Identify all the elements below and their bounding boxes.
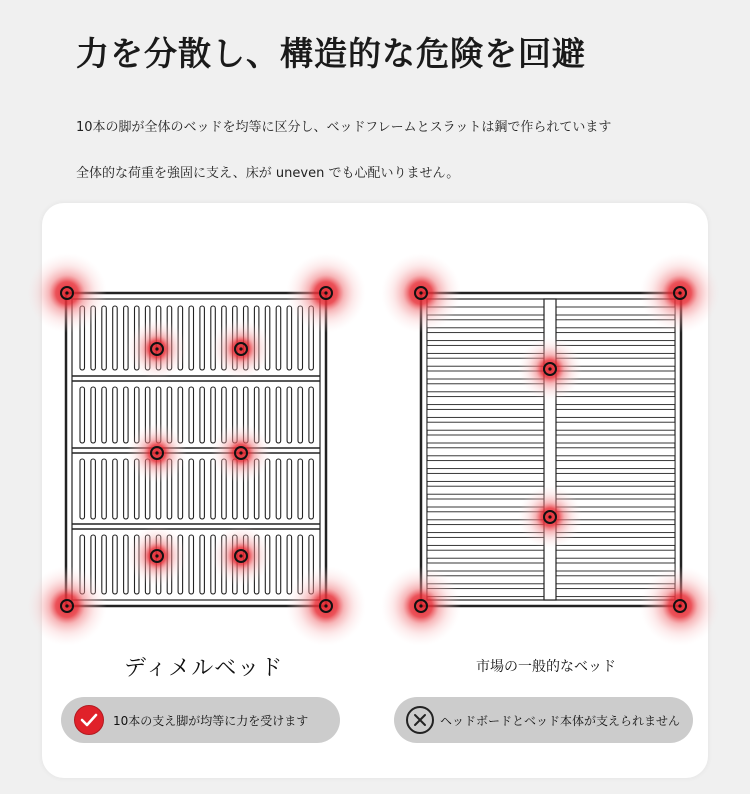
left-feature-text: 10本の支え脚が均等に力を受けます <box>113 714 309 728</box>
bed-slat <box>556 563 675 571</box>
support-point-icon <box>286 253 366 333</box>
right-bed-label: 市場の一般的なベッド <box>476 659 616 675</box>
description-line-2: 全体的な荷重を強固に支え、床が uneven でも心配いりません。 <box>76 166 460 181</box>
support-point-icon <box>286 566 366 646</box>
bed-slat <box>556 550 675 558</box>
bed-slat <box>556 537 675 545</box>
support-point-icon <box>211 423 271 483</box>
bed-slat <box>427 448 544 456</box>
bed-slat <box>427 435 544 443</box>
left-bed-label: ディメルベッド <box>124 656 284 681</box>
bed-slat <box>556 473 675 481</box>
support-point-icon <box>127 526 187 586</box>
left-bed-frame <box>66 293 326 606</box>
support-point-icon <box>127 319 187 379</box>
support-point-icon <box>640 253 720 333</box>
bed-slat <box>556 422 675 430</box>
bed-slat <box>556 486 675 494</box>
check-icon <box>74 705 104 735</box>
bed-slat <box>556 435 675 443</box>
bed-slat <box>556 448 675 456</box>
description-line-1: 10本の脚が全体のベッドを均等に区分し、ベッドフレームとスラットは鋼で作られています <box>76 120 612 135</box>
bed-slat <box>427 409 544 417</box>
support-point-icon <box>27 566 107 646</box>
left-feature-pill <box>61 697 340 743</box>
bed-slat <box>556 409 675 417</box>
support-point-icon <box>27 253 107 333</box>
support-point-icon <box>381 253 461 333</box>
cross-icon <box>406 706 434 734</box>
bed-slat <box>556 333 675 341</box>
bed-slat <box>556 397 675 405</box>
page-title: 力を分散し、構造的な危険を回避 <box>76 34 586 73</box>
bed-slat <box>556 461 675 469</box>
right-feature-text: ヘッドボードとベッド本体が支えられません <box>440 714 681 728</box>
bed-slat <box>427 461 544 469</box>
bed-slat <box>427 397 544 405</box>
right-feature-pill <box>394 697 693 743</box>
support-point-icon <box>127 423 187 483</box>
bed-slat <box>427 422 544 430</box>
bed-slat <box>427 486 544 494</box>
support-point-icon <box>381 566 461 646</box>
support-point-icon <box>211 526 271 586</box>
support-point-icon <box>518 337 582 401</box>
support-point-icon <box>640 566 720 646</box>
support-point-icon <box>211 319 271 379</box>
support-point-icon <box>518 485 582 549</box>
bed-slat <box>427 563 544 571</box>
bed-slat <box>427 550 544 558</box>
bed-slat <box>427 473 544 481</box>
bed-slat <box>427 333 544 341</box>
